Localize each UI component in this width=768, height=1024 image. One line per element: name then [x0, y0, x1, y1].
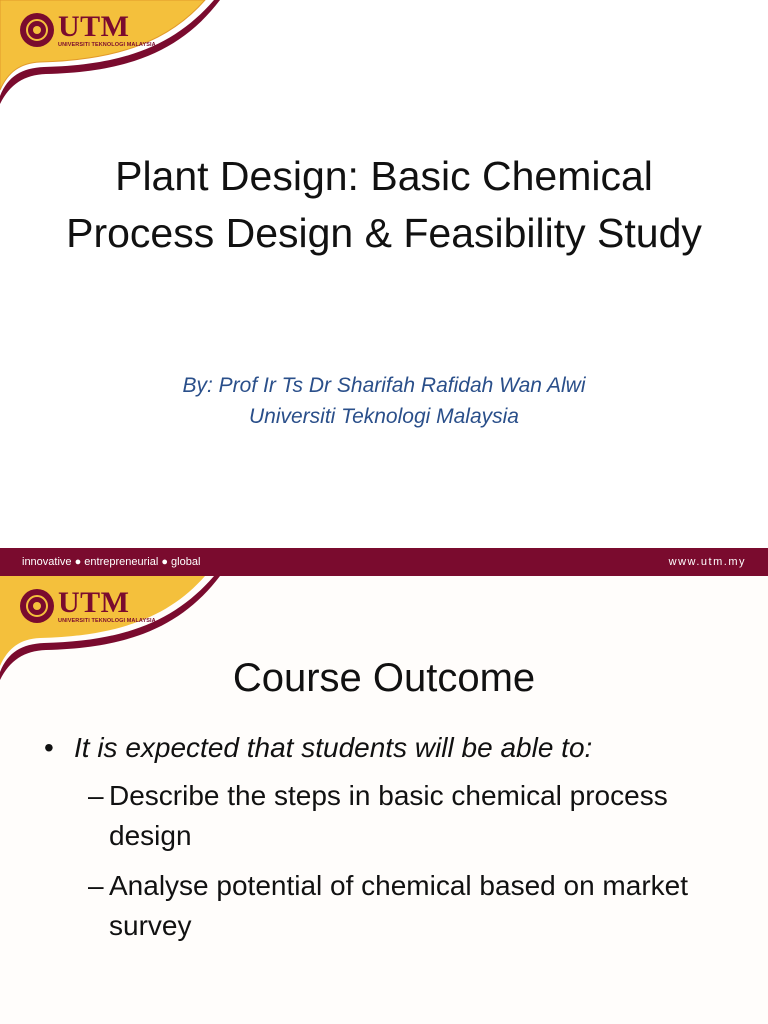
author-line: By: Prof Ir Ts Dr Sharifah Rafidah Wan Alwi	[182, 374, 586, 397]
slide-heading: Course Outcome	[232, 656, 536, 700]
logo-subtitle: UNIVERSITI TEKNOLOGI MALAYSIA	[58, 617, 156, 624]
sub-item-text: Describe the steps in basic chemical process design	[109, 780, 668, 851]
bullet-marker: •	[44, 732, 54, 763]
institution-line: Universiti Teknologi Malaysia	[248, 405, 519, 428]
sub-item	[88, 866, 748, 946]
utm-crest-icon	[20, 589, 54, 623]
footer-url: www.utm.my	[668, 556, 746, 568]
slide-title: Plant Design: Basic Chemical Process Design & Feasibility Study	[66, 153, 702, 256]
sub-item	[88, 776, 748, 856]
logo-subtitle: UNIVERSITI TEKNOLOGI MALAYSIA	[58, 41, 156, 48]
footer-band	[0, 548, 768, 576]
logo-name: UTM	[58, 585, 130, 619]
bullet-text: It is expected that students will be able to:	[74, 732, 593, 763]
footer-tagline: innovative ● entrepreneurial ● global	[22, 556, 201, 568]
utm-crest-icon	[20, 13, 54, 47]
sub-item-text: Analyse potential of chemical based on market survey	[109, 870, 688, 941]
course-outcome-slide	[0, 576, 768, 1024]
utm-logo	[20, 584, 156, 628]
logo-name: UTM	[58, 9, 130, 43]
bullet-item	[44, 728, 592, 768]
byline	[60, 370, 708, 432]
utm-logo	[20, 8, 156, 52]
dash-marker: –	[88, 870, 104, 901]
dash-marker: –	[88, 780, 104, 811]
